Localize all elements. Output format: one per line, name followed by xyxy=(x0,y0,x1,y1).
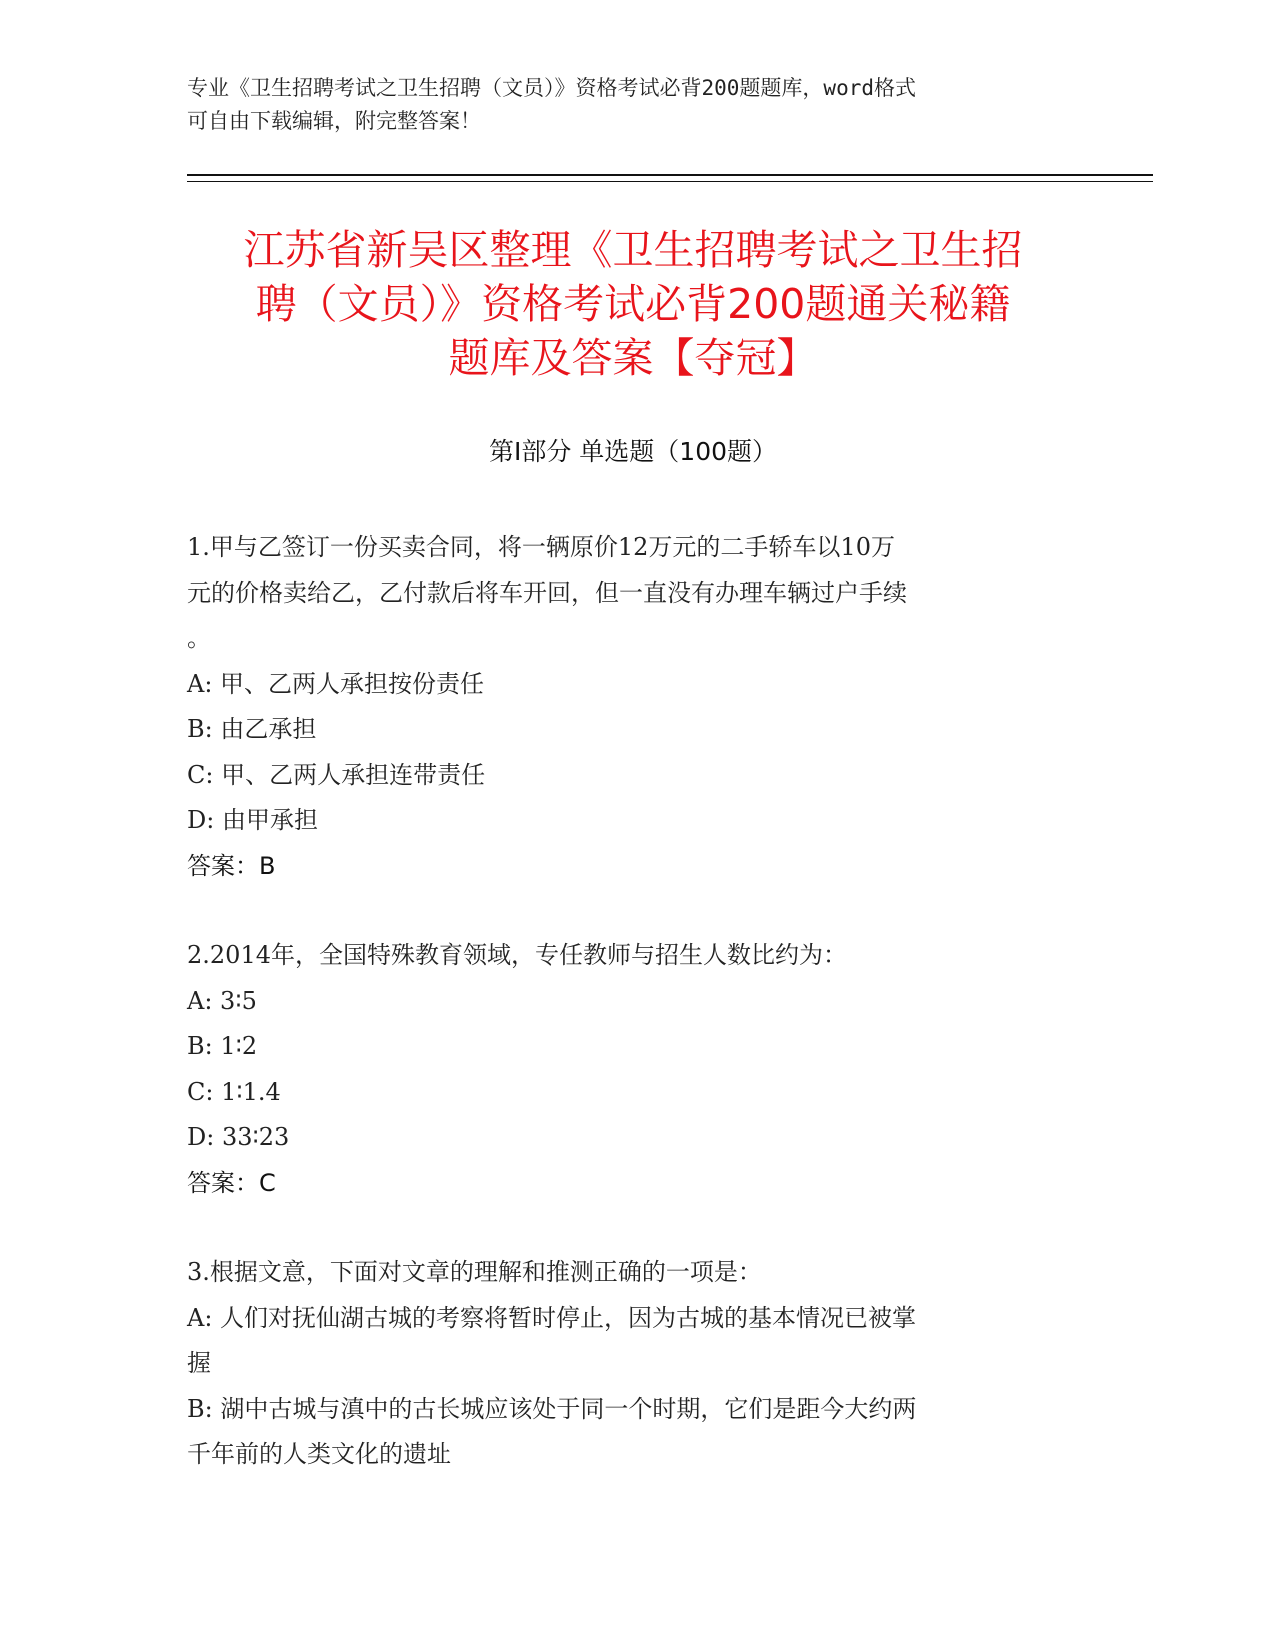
option-b: B: 1∶2 xyxy=(187,1032,258,1060)
question-item xyxy=(187,933,1079,1206)
option-d: D: 33∶23 xyxy=(187,1123,290,1151)
document-title-line: 聘（文员）》资格考试必背200题通关秘籍 xyxy=(255,280,1011,328)
question-item xyxy=(187,525,1079,889)
question-stem-line: 。 xyxy=(187,624,211,652)
option-a: A: 甲、乙两人承担按份责任 xyxy=(187,669,485,698)
header-note-line: 专业《卫生招聘考试之卫生招聘（文员）》资格考试必背200题题库，word格式 xyxy=(187,76,916,100)
header-note-line: 可自由下载编辑，附完整答案！ xyxy=(187,109,481,133)
question-stem-line: 1.甲与乙签订一份买卖合同，将一辆原价12万元的二手轿车以10万 xyxy=(187,533,895,561)
option-b: B: 湖中古城与滇中的古长城应该处于同一个时期，它们是距今大约两 xyxy=(187,1394,917,1423)
option-d: D: 由甲承担 xyxy=(187,806,318,834)
option-b-continued: 千年前的人类文化的遗址 xyxy=(187,1440,451,1468)
document-title-line: 题库及答案【夺冠】 xyxy=(448,334,818,382)
question-stem-line: 元的价格卖给乙，乙付款后将车开回，但一直没有办理车辆过户手续 xyxy=(187,578,907,607)
section-heading: 第Ⅰ部分 单选题（100题） xyxy=(488,437,778,466)
document-title-line: 江苏省新吴区整理《卫生招聘考试之卫生招 xyxy=(243,226,1023,274)
question-stem-line: 2.2014年，全国特殊教育领域，专任教师与招生人数比约为： xyxy=(187,941,847,969)
option-b: B: 由乙承担 xyxy=(187,715,317,743)
option-a: A: 3∶5 xyxy=(187,986,257,1015)
option-a-continued: 握 xyxy=(187,1349,211,1377)
header-divider-thin xyxy=(187,181,1153,182)
question-stem-line: 3.根据文意，下面对文章的理解和推测正确的一项是： xyxy=(187,1258,762,1286)
question-list xyxy=(187,525,1079,1522)
document-title xyxy=(187,223,1079,385)
header-divider-thick xyxy=(187,174,1153,176)
option-a: A: 人们对抚仙湖古城的考察将暂时停止，因为古城的基本情况已被掌 xyxy=(187,1303,917,1332)
option-c: C: 1∶1.4 xyxy=(187,1077,281,1106)
question-item xyxy=(187,1250,1079,1478)
answer: 答案：B xyxy=(187,851,276,880)
option-c: C: 甲、乙两人承担连带责任 xyxy=(187,760,486,789)
answer: 答案：C xyxy=(187,1168,276,1197)
header-note xyxy=(187,72,1067,138)
